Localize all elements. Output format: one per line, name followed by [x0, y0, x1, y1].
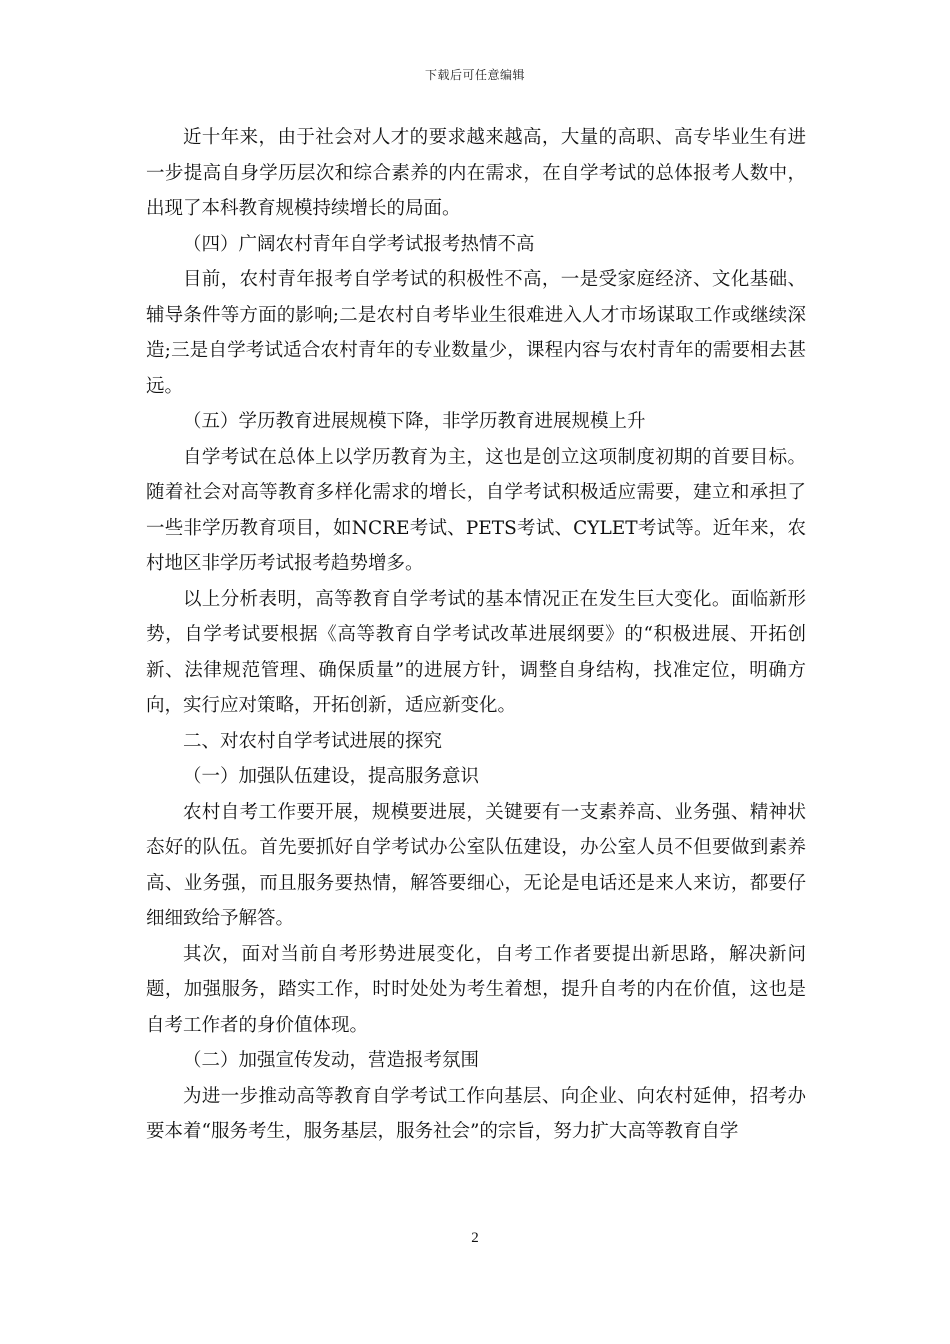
page-header: 下载后可任意编辑 [424, 68, 525, 82]
paragraph: 自学考试在总体上以学历教育为主，这也是创立这项制度初期的首要目标。随着社会对高等教育多样化需求的增长，自学考试积极适应需要，建立和承担了一些非学历教育项目，如NCRE考试、PETS考试、CYLET考试等。近年来，农村地区非学历考试报考趋势增多。 [146, 446, 806, 574]
document-body [146, 120, 806, 1150]
paragraph: 近十年来，由于社会对人才的要求越来越高，大量的高职、高专毕业生有进一步提高自身学历层次和综合素养的内在需求，在自学考试的总体报考人数中，出现了本科教育规模持续增长的局面。 [146, 127, 806, 219]
section-heading: （一）加强队伍建设，提高服务意识 [183, 766, 480, 787]
section-heading: （二）加强宣传发动，营造报考氛围 [183, 1050, 480, 1071]
section-heading: （五）学历教育进展规模下降，非学历教育进展规模上升 [183, 411, 646, 432]
paragraph: 目前，农村青年报考自学考试的积极性不高，一是受家庭经济、文化基础、辅导条件等方面的影响;二是农村自考毕业生很难进入人才市场谋取工作或继续深造;三是自学考试适合农村青年的专业数量少，课程内容与农村青年的需要相去甚远。 [146, 269, 806, 397]
paragraph: 为进一步推动高等教育自学考试工作向基层、向企业、向农村延伸，招考办要本着“服务考生，服务基层，服务社会”的宗旨，努力扩大高等教育自学 [146, 1085, 806, 1142]
paragraph: 其次，面对当前自考形势进展变化，自考工作者要提出新思路，解决新问题，加强服务，踏实工作，时时处处为考生着想，提升自考的内在价值，这也是自考工作者的身价值体现。 [146, 943, 806, 1036]
page-number: 2 [471, 1230, 479, 1246]
section-heading: 二、对农村自学考试进展的探究 [183, 730, 443, 752]
section-heading: （四）广阔农村青年自学考试报考热情不高 [183, 233, 535, 255]
paragraph: 以上分析表明，高等教育自学考试的基本情况正在发生巨大变化。面临新形势，自学考试要根据《高等教育自学考试改革进展纲要》的“积极进展、开拓创新、法律规范管理、确保质量”的进展方针，调整自身结构，找准定位，明确方向，实行应对策略，开拓创新，适应新变化。 [146, 588, 806, 716]
paragraph: 农村自考工作要开展，规模要进展，关键要有一支素养高、业务强、精神状态好的队伍。首先要抓好自学考试办公室队伍建设，办公室人员不但要做到素养高、业务强，而且服务要热情，解答要细心，无论是电话还是来人来访，都要仔细细致给予解答。 [146, 801, 806, 929]
